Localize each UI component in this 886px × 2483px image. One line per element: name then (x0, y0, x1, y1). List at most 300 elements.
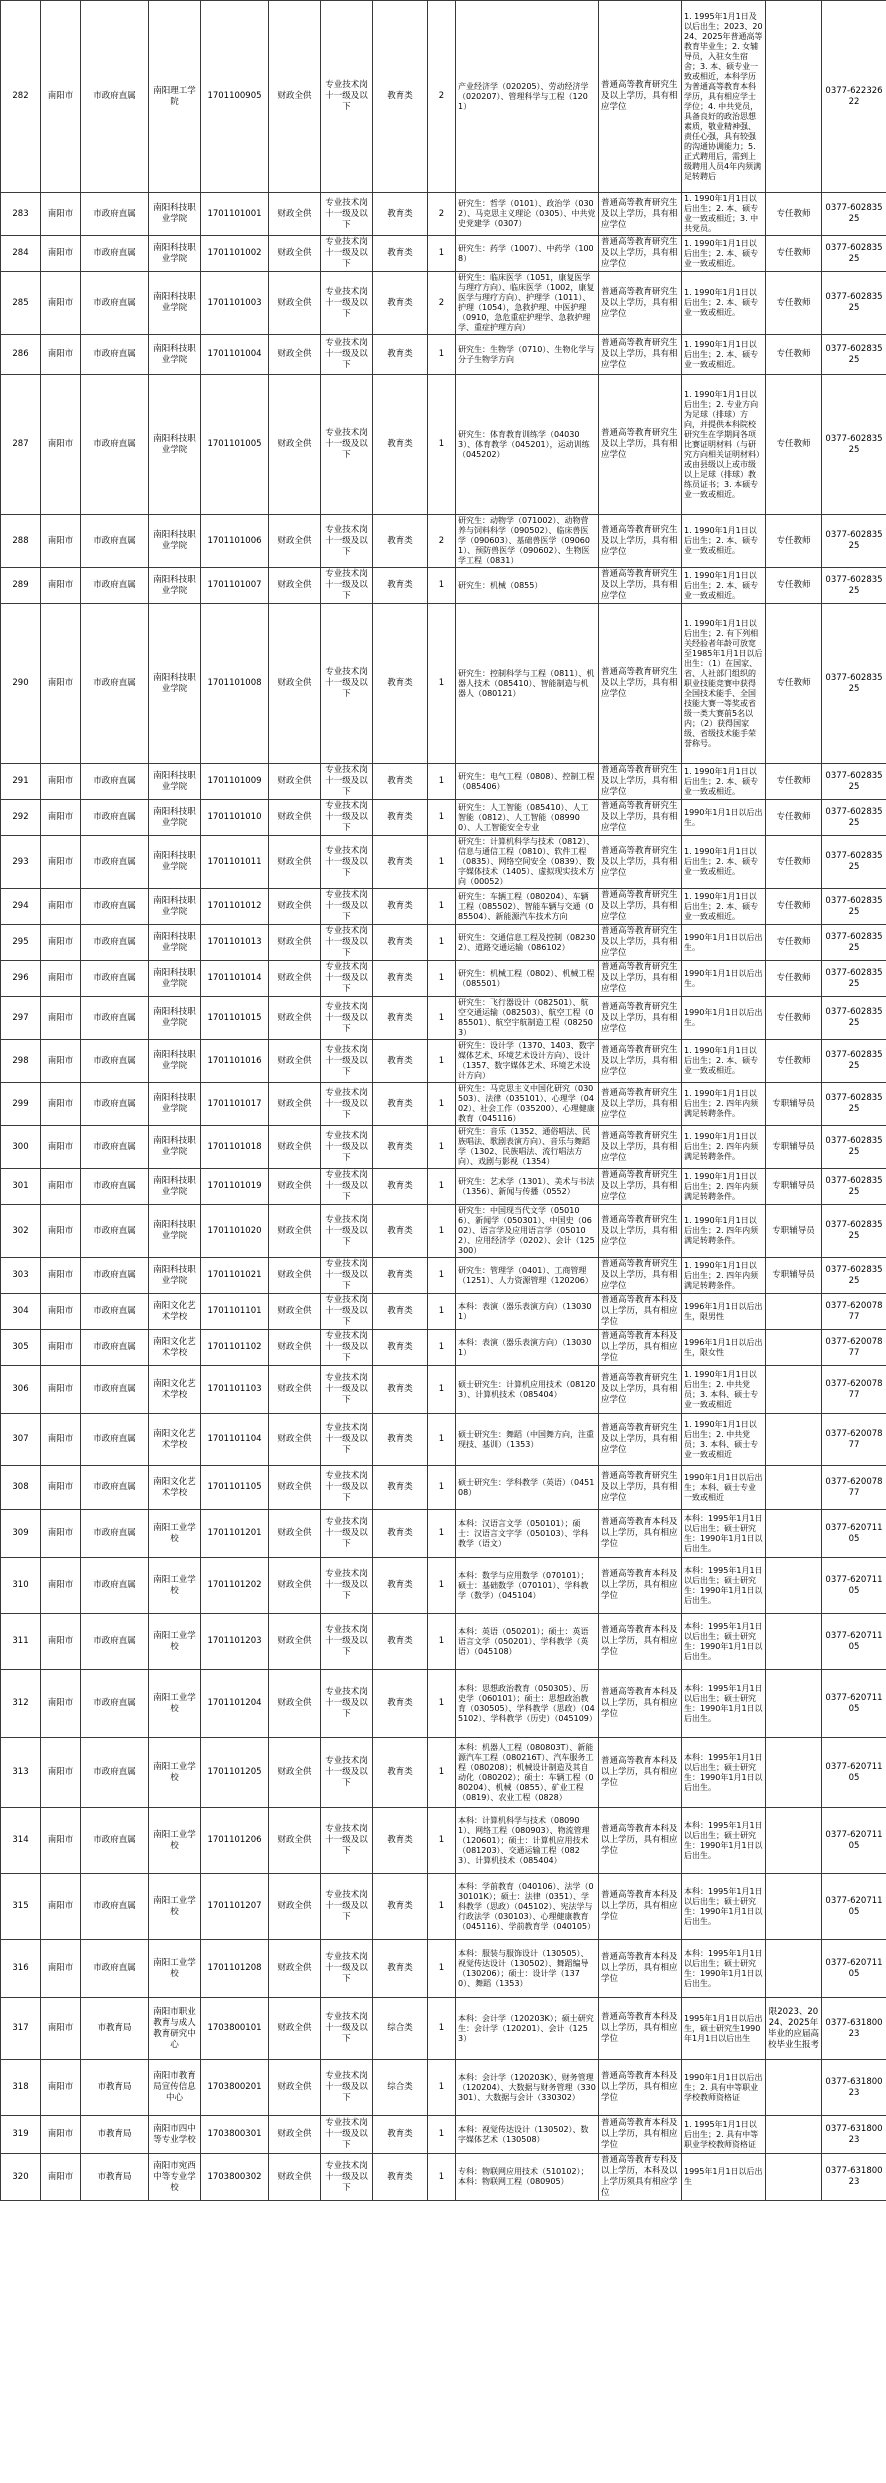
cell-unit: 南阳工业学校 (149, 1510, 201, 1558)
cell-phone: 0377-60283525 (822, 335, 886, 375)
cell-major: 本科：汉语言文学（050101）；硕士：汉语言文字学（050103）、学科教学（语文） (456, 1510, 599, 1558)
cell-phone: 0377-62071105 (822, 1670, 886, 1738)
cell-remark: 专任教师 (766, 375, 822, 515)
cell-phone: 0377-60283525 (822, 375, 886, 515)
cell-unit: 南阳科技职业学院 (149, 568, 201, 604)
cell-phone: 0377-60283525 (822, 961, 886, 997)
cell-headcount: 2 (428, 193, 456, 236)
cell-category: 教育类 (373, 1169, 428, 1205)
cell-post-code: 1701101007 (201, 568, 269, 604)
cell-other-requirements: 1. 1990年1月1日以后出生；2. 四年内须满足转聘条件。 (682, 1126, 766, 1169)
cell-department: 市政府直属 (81, 1294, 149, 1330)
cell-category: 教育类 (373, 961, 428, 997)
cell-major: 研究生：飞行器设计（082501）、航空交通运输（082503）、航空工程（085501）、航空宇航制造工程（082503） (456, 997, 599, 1040)
cell-unit: 南阳工业学校 (149, 1808, 201, 1874)
cell-post-level: 专业技术岗十一级及以下 (321, 1, 373, 193)
cell-major: 本科：表演（器乐表演方向）（130301） (456, 1294, 599, 1330)
cell-phone: 0377-63180023 (822, 2116, 886, 2154)
cell-funding: 财政全供 (269, 1083, 321, 1126)
cell-other-requirements: 1996年1月1日以后出生，限女性 (682, 1330, 766, 1366)
cell-post-code: 1701101101 (201, 1294, 269, 1330)
cell-headcount: 1 (428, 1366, 456, 1414)
cell-headcount: 1 (428, 889, 456, 925)
cell-city: 南阳市 (41, 193, 81, 236)
cell-remark: 专任教师 (766, 925, 822, 961)
cell-unit: 南阳科技职业学院 (149, 800, 201, 836)
cell-row-number: 282 (1, 1, 41, 193)
cell-post-level: 专业技术岗十一级及以下 (321, 1998, 373, 2060)
cell-city: 南阳市 (41, 1169, 81, 1205)
cell-department: 市政府直属 (81, 889, 149, 925)
cell-department: 市政府直属 (81, 1330, 149, 1366)
cell-major: 研究生：艺术学（1301）、美术与书法（1356）、新闻与传播（0552） (456, 1169, 599, 1205)
cell-post-level: 专业技术岗十一级及以下 (321, 1510, 373, 1558)
cell-row-number: 307 (1, 1414, 41, 1466)
cell-remark (766, 2116, 822, 2154)
cell-department: 市政府直属 (81, 1510, 149, 1558)
cell-unit: 南阳科技职业学院 (149, 375, 201, 515)
cell-phone: 0377-62007877 (822, 1294, 886, 1330)
cell-unit: 南阳文化艺术学校 (149, 1466, 201, 1510)
table-row (1, 997, 886, 1040)
cell-education: 普通高等教育研究生及以上学历，具有相应学位 (599, 515, 682, 568)
cell-department: 市政府直属 (81, 1558, 149, 1614)
table-row (1, 1670, 886, 1738)
cell-category: 教育类 (373, 1466, 428, 1510)
cell-major: 研究生：音乐（1352、通俗唱法、民族唱法、歌剧表演方向）、音乐与舞蹈学（1302、民族唱法、流行唱法方向）、戏剧与影视（1354） (456, 1126, 599, 1169)
cell-row-number: 291 (1, 764, 41, 800)
cell-other-requirements: 1990年1月1日以后出生。 (682, 925, 766, 961)
cell-major: 硕士研究生：学科教学（英语）（045108） (456, 1466, 599, 1510)
cell-post-level: 专业技术岗十一级及以下 (321, 1040, 373, 1083)
cell-department: 市政府直属 (81, 1, 149, 193)
cell-education: 普通高等教育研究生及以上学历，具有相应学位 (599, 236, 682, 272)
cell-post-level: 专业技术岗十一级及以下 (321, 1670, 373, 1738)
cell-post-level: 专业技术岗十一级及以下 (321, 1330, 373, 1366)
cell-post-code: 1701101102 (201, 1330, 269, 1366)
cell-phone: 0377-60283525 (822, 764, 886, 800)
cell-other-requirements: 1. 1990年1月1日以后出生；2. 本、硕专业一致或相近。 (682, 836, 766, 889)
cell-unit: 南阳科技职业学院 (149, 1205, 201, 1258)
cell-remark: 专职辅导员 (766, 1258, 822, 1294)
cell-department: 市政府直属 (81, 1258, 149, 1294)
cell-post-code: 1701101019 (201, 1169, 269, 1205)
cell-row-number: 294 (1, 889, 41, 925)
cell-headcount: 1 (428, 1294, 456, 1330)
cell-education: 普通高等教育本科及以上学历，具有相应学位 (599, 2060, 682, 2116)
cell-other-requirements: 本科：1995年1月1日以后出生；硕士研究生：1990年1月1日以后出生。 (682, 1558, 766, 1614)
cell-headcount: 1 (428, 1466, 456, 1510)
cell-remark (766, 1670, 822, 1738)
cell-major: 硕士研究生：计算机应用技术（081203）、计算机技术（085404） (456, 1366, 599, 1414)
cell-other-requirements: 本科：1995年1月1日以后出生；硕士研究生：1990年1月1日以后出生。 (682, 1738, 766, 1808)
cell-department: 市教育局 (81, 2154, 149, 2201)
table-row (1, 604, 886, 764)
cell-funding: 财政全供 (269, 1414, 321, 1466)
cell-major: 研究生：管理学（0401）、工商管理（1251）、人力资源管理（120206） (456, 1258, 599, 1294)
table-row (1, 1083, 886, 1126)
cell-unit: 南阳文化艺术学校 (149, 1414, 201, 1466)
cell-headcount: 1 (428, 1510, 456, 1558)
cell-phone: 0377-60283525 (822, 889, 886, 925)
table-row (1, 1169, 886, 1205)
cell-major: 研究生：机械（0855） (456, 568, 599, 604)
cell-other-requirements: 1. 1990年1月1日以后出生；2. 四年内须满足转聘条件。 (682, 1205, 766, 1258)
cell-major: 研究生：计算机科学与技术（0812）、信息与通信工程（0810）、软件工程（0835）、网络空间安全（0839）、数字媒体技术（1405）、虚拟现实技术方向（00052） (456, 836, 599, 889)
cell-post-level: 专业技术岗十一级及以下 (321, 1083, 373, 1126)
cell-department: 市政府直属 (81, 193, 149, 236)
cell-post-code: 1701101208 (201, 1940, 269, 1998)
cell-unit: 南阳科技职业学院 (149, 1040, 201, 1083)
cell-major: 本科：学前教育（040106）、法学（030101K）；硕士：法律（0351）、学科教学（思政）（045102）、宪法学与行政法学（030103）、心理健康教育（045116）、学前教育学（040105） (456, 1874, 599, 1940)
cell-remark (766, 1466, 822, 1510)
cell-row-number: 306 (1, 1366, 41, 1414)
cell-major: 本科：机器人工程（080803T）、新能源汽车工程（080216T）、汽车服务工程（080208）；机械设计制造及其自动化（080202）；硕士：车辆工程（080204）、机械（0855）、矿业工程（0819）、农业工程（0828） (456, 1738, 599, 1808)
cell-education: 普通高等教育研究生及以上学历，具有相应学位 (599, 1414, 682, 1466)
cell-phone: 0377-62071105 (822, 1558, 886, 1614)
cell-headcount: 1 (428, 1670, 456, 1738)
cell-headcount: 2 (428, 1, 456, 193)
cell-other-requirements: 1. 1990年1月1日以后出生；2. 本、硕专业一致或相近。 (682, 1040, 766, 1083)
cell-post-level: 专业技术岗十一级及以下 (321, 1258, 373, 1294)
cell-other-requirements: 1. 1990年1月1日以后出生；2. 中共党员；3. 本科、硕士专业一致或相近 (682, 1366, 766, 1414)
cell-phone: 0377-63180023 (822, 2154, 886, 2201)
cell-department: 市政府直属 (81, 236, 149, 272)
cell-remark: 专职辅导员 (766, 1205, 822, 1258)
cell-headcount: 1 (428, 836, 456, 889)
cell-headcount: 1 (428, 1169, 456, 1205)
cell-unit: 南阳市宛西中等专业学校 (149, 2154, 201, 2201)
table-row (1, 1414, 886, 1466)
cell-headcount: 1 (428, 1998, 456, 2060)
cell-post-level: 专业技术岗十一级及以下 (321, 1738, 373, 1808)
cell-category: 教育类 (373, 925, 428, 961)
cell-row-number: 317 (1, 1998, 41, 2060)
cell-funding: 财政全供 (269, 568, 321, 604)
cell-phone: 0377-60283525 (822, 515, 886, 568)
cell-post-level: 专业技术岗十一级及以下 (321, 1169, 373, 1205)
cell-remark: 专任教师 (766, 604, 822, 764)
cell-funding: 财政全供 (269, 1940, 321, 1998)
cell-unit: 南阳科技职业学院 (149, 764, 201, 800)
cell-funding: 财政全供 (269, 1040, 321, 1083)
cell-other-requirements: 1. 1990年1月1日以后出生；2. 本、硕专业一致或相近。 (682, 515, 766, 568)
cell-post-code: 1701101015 (201, 997, 269, 1040)
cell-funding: 财政全供 (269, 272, 321, 335)
cell-major: 本科：思想政治教育（050305）、历史学（060101）；硕士：思想政治教育（030505）、学科教学（思政）（045102）、学科教学（历史）（045109） (456, 1670, 599, 1738)
cell-department: 市政府直属 (81, 764, 149, 800)
cell-city: 南阳市 (41, 1738, 81, 1808)
cell-department: 市政府直属 (81, 961, 149, 997)
cell-city: 南阳市 (41, 1614, 81, 1670)
cell-remark: 专任教师 (766, 889, 822, 925)
table-row (1, 335, 886, 375)
cell-other-requirements: 1. 1990年1月1日以后出生；2. 本、硕专业一致或相近。 (682, 568, 766, 604)
cell-city: 南阳市 (41, 1083, 81, 1126)
cell-city: 南阳市 (41, 1466, 81, 1510)
cell-department: 市政府直属 (81, 1940, 149, 1998)
cell-category: 教育类 (373, 1294, 428, 1330)
table-row (1, 236, 886, 272)
cell-phone: 0377-62007877 (822, 1366, 886, 1414)
cell-major: 产业经济学（020205）、劳动经济学（020207）、管理科学与工程（1201） (456, 1, 599, 193)
cell-unit: 南阳科技职业学院 (149, 236, 201, 272)
cell-phone: 0377-60283525 (822, 236, 886, 272)
cell-funding: 财政全供 (269, 2154, 321, 2201)
cell-funding: 财政全供 (269, 1998, 321, 2060)
cell-other-requirements: 1. 1990年1月1日以后出生；2. 专业方向为足球（排球）方向，并提供本科院校研究生在学期间各项比赛证明材料（与研究方向相关证明材料）或由县级以上或市级以上足球（排球）教练员证书；3. 本硕专业一致或相近。 (682, 375, 766, 515)
cell-headcount: 1 (428, 236, 456, 272)
cell-city: 南阳市 (41, 1940, 81, 1998)
cell-row-number: 318 (1, 2060, 41, 2116)
cell-remark (766, 1, 822, 193)
cell-row-number: 289 (1, 568, 41, 604)
cell-headcount: 1 (428, 1874, 456, 1940)
cell-unit: 南阳市教育局宣传信息中心 (149, 2060, 201, 2116)
table-row (1, 1040, 886, 1083)
cell-row-number: 302 (1, 1205, 41, 1258)
cell-category: 教育类 (373, 1940, 428, 1998)
cell-department: 市政府直属 (81, 1808, 149, 1874)
table-row (1, 2060, 886, 2116)
cell-category: 教育类 (373, 193, 428, 236)
cell-major: 本科：会计学（120203K）、财务管理（120204）、大数据与财务管理（330301）、大数据与会计（330302） (456, 2060, 599, 2116)
cell-city: 南阳市 (41, 568, 81, 604)
cell-city: 南阳市 (41, 1558, 81, 1614)
table-row (1, 1126, 886, 1169)
cell-row-number: 298 (1, 1040, 41, 1083)
table-row (1, 1614, 886, 1670)
cell-category: 教育类 (373, 515, 428, 568)
cell-city: 南阳市 (41, 2154, 81, 2201)
cell-post-code: 1701101010 (201, 800, 269, 836)
cell-headcount: 1 (428, 1558, 456, 1614)
cell-headcount: 1 (428, 1808, 456, 1874)
cell-remark (766, 2060, 822, 2116)
cell-city: 南阳市 (41, 1874, 81, 1940)
cell-remark: 专任教师 (766, 515, 822, 568)
cell-unit: 南阳工业学校 (149, 1874, 201, 1940)
cell-major: 研究生：控制科学与工程（0811）、机器人技术（085410）、智能制造与机器人（080121） (456, 604, 599, 764)
cell-post-level: 专业技术岗十一级及以下 (321, 889, 373, 925)
cell-phone: 0377-60283525 (822, 925, 886, 961)
cell-category: 教育类 (373, 1414, 428, 1466)
cell-category: 教育类 (373, 375, 428, 515)
cell-headcount: 2 (428, 515, 456, 568)
cell-major: 本科：计算机科学与技术（080901）、网络工程（080903）、物流管理（120601）；硕士：计算机应用技术（081203）、交通运输工程（0823）、计算机技术（085404） (456, 1808, 599, 1874)
cell-department: 市政府直属 (81, 1205, 149, 1258)
table-row (1, 272, 886, 335)
cell-post-code: 1701101004 (201, 335, 269, 375)
cell-other-requirements: 1. 1990年1月1日以后出生；2. 中共党员；3. 本科、硕士专业一致或相近 (682, 1414, 766, 1466)
cell-city: 南阳市 (41, 1330, 81, 1366)
cell-city: 南阳市 (41, 764, 81, 800)
cell-other-requirements: 1995年1月1日以后出生 (682, 2154, 766, 2201)
cell-row-number: 300 (1, 1126, 41, 1169)
table-row (1, 375, 886, 515)
cell-post-level: 专业技术岗十一级及以下 (321, 1414, 373, 1466)
cell-post-code: 1701101003 (201, 272, 269, 335)
table-row (1, 1466, 886, 1510)
cell-post-code: 1701101021 (201, 1258, 269, 1294)
cell-post-code: 1703800301 (201, 2116, 269, 2154)
cell-remark: 专任教师 (766, 193, 822, 236)
cell-remark: 专职辅导员 (766, 1126, 822, 1169)
cell-other-requirements: 1. 1990年1月1日以后出生；2. 本、硕专业一致或相近。 (682, 236, 766, 272)
cell-post-code: 1701101002 (201, 236, 269, 272)
cell-major: 研究生：哲学（0101）、政治学（0302）、马克思主义理论（0305）、中共党史党建学（0307） (456, 193, 599, 236)
cell-city: 南阳市 (41, 889, 81, 925)
cell-post-code: 1703800201 (201, 2060, 269, 2116)
cell-city: 南阳市 (41, 1510, 81, 1558)
cell-city: 南阳市 (41, 1, 81, 193)
cell-phone: 0377-60283525 (822, 1258, 886, 1294)
cell-funding: 财政全供 (269, 1466, 321, 1510)
cell-post-level: 专业技术岗十一级及以下 (321, 1466, 373, 1510)
cell-category: 教育类 (373, 800, 428, 836)
cell-major: 研究生：体育教育训练学（040303）、体育教学（045201），运动训练（045202） (456, 375, 599, 515)
cell-phone: 0377-60283525 (822, 604, 886, 764)
cell-post-level: 专业技术岗十一级及以下 (321, 925, 373, 961)
cell-category: 教育类 (373, 1258, 428, 1294)
cell-education: 普通高等教育研究生及以上学历，具有相应学位 (599, 925, 682, 961)
cell-unit: 南阳科技职业学院 (149, 272, 201, 335)
cell-post-level: 专业技术岗十一级及以下 (321, 568, 373, 604)
cell-phone: 0377-60283525 (822, 568, 886, 604)
cell-other-requirements: 本科：1995年1月1日以后出生；硕士研究生：1990年1月1日以后出生。 (682, 1940, 766, 1998)
cell-major: 本科：英语（050201）；硕士：英语语言文学（050201）、学科教学（英语）（045108） (456, 1614, 599, 1670)
cell-other-requirements: 1. 1990年1月1日以后出生；2. 本、硕专业一致或相近。 (682, 889, 766, 925)
cell-post-code: 1701101206 (201, 1808, 269, 1874)
cell-funding: 财政全供 (269, 961, 321, 997)
cell-funding: 财政全供 (269, 2116, 321, 2154)
cell-education: 普通高等教育研究生及以上学历，具有相应学位 (599, 1, 682, 193)
table-row (1, 1510, 886, 1558)
cell-row-number: 310 (1, 1558, 41, 1614)
cell-department: 市政府直属 (81, 997, 149, 1040)
cell-education: 普通高等教育研究生及以上学历，具有相应学位 (599, 997, 682, 1040)
cell-education: 普通高等教育研究生及以上学历，具有相应学位 (599, 1126, 682, 1169)
cell-headcount: 1 (428, 1126, 456, 1169)
cell-other-requirements: 本科：1995年1月1日以后出生；硕士研究生：1990年1月1日以后出生。 (682, 1510, 766, 1558)
cell-department: 市政府直属 (81, 1874, 149, 1940)
cell-unit: 南阳工业学校 (149, 1940, 201, 1998)
cell-other-requirements: 本科：1995年1月1日以后出生；硕士研究生：1990年1月1日以后出生。 (682, 1670, 766, 1738)
cell-headcount: 1 (428, 764, 456, 800)
cell-category: 教育类 (373, 1670, 428, 1738)
cell-department: 市政府直属 (81, 1040, 149, 1083)
cell-other-requirements: 1. 1990年1月1日以后出生；2. 本、硕专业一致或相近。 (682, 335, 766, 375)
cell-other-requirements: 1. 1990年1月1日以后出生；2. 四年内须满足转聘条件。 (682, 1169, 766, 1205)
cell-category: 教育类 (373, 335, 428, 375)
cell-post-level: 专业技术岗十一级及以下 (321, 1940, 373, 1998)
cell-remark: 专任教师 (766, 836, 822, 889)
cell-unit: 南阳文化艺术学校 (149, 1366, 201, 1414)
cell-phone: 0377-60283525 (822, 193, 886, 236)
cell-major: 研究生：药学（1007）、中药学（1008） (456, 236, 599, 272)
cell-major: 研究生：交通信息工程及控制（082302）、道路交通运输（086102） (456, 925, 599, 961)
cell-row-number: 304 (1, 1294, 41, 1330)
cell-unit: 南阳市职业教育与成人教育研究中心 (149, 1998, 201, 2060)
cell-post-level: 专业技术岗十一级及以下 (321, 764, 373, 800)
cell-funding: 财政全供 (269, 764, 321, 800)
cell-department: 市政府直属 (81, 836, 149, 889)
cell-category: 教育类 (373, 1083, 428, 1126)
cell-major: 研究生：设计学（1370、1403、数字媒体艺术、环境艺术设计方向）、设计（1357、数字媒体艺术、环境艺术设计方向） (456, 1040, 599, 1083)
cell-major: 研究生：马克思主义中国化研究（030503）、法律（035101）、心理学（0402）、社会工作（035200）、心理健康教育（045116） (456, 1083, 599, 1126)
table-row (1, 1258, 886, 1294)
cell-post-level: 专业技术岗十一级及以下 (321, 1126, 373, 1169)
cell-other-requirements: 1. 1995年1月1日及以后出生；2023、2024、2025年普通高等教育毕业生；2. 女辅导员，入驻女生宿舍；3. 本、硕专业一致或相近，本科学历为普通高等教育本科学历，具有相应学士学位；4. 中共党员，具备良好的政治思想素质，敬业精神强、责任心强，具有较强的沟通协调能力；5. 正式聘用后，需到上级聘用人员4年内须满足转聘后 (682, 1, 766, 193)
cell-post-level: 专业技术岗十一级及以下 (321, 2060, 373, 2116)
cell-other-requirements: 1995年1月1日以后出生，硕士研究生1990年1月1日以后出生 (682, 1998, 766, 2060)
cell-headcount: 1 (428, 375, 456, 515)
cell-category: 教育类 (373, 1126, 428, 1169)
cell-phone: 0377-62071105 (822, 1614, 886, 1670)
cell-post-level: 专业技术岗十一级及以下 (321, 961, 373, 997)
cell-row-number: 297 (1, 997, 41, 1040)
cell-education: 普通高等教育本科及以上学历，具有相应学位 (599, 1614, 682, 1670)
cell-education: 普通高等教育本科及以上学历，具有相应学位 (599, 1510, 682, 1558)
cell-education: 普通高等教育研究生及以上学历，具有相应学位 (599, 1258, 682, 1294)
cell-row-number: 319 (1, 2116, 41, 2154)
cell-funding: 财政全供 (269, 1169, 321, 1205)
cell-unit: 南阳科技职业学院 (149, 961, 201, 997)
cell-city: 南阳市 (41, 236, 81, 272)
cell-category: 教育类 (373, 1, 428, 193)
cell-department: 市政府直属 (81, 335, 149, 375)
cell-remark: 专任教师 (766, 997, 822, 1040)
cell-department: 市政府直属 (81, 1169, 149, 1205)
cell-major: 研究生：人工智能（085410）、人工智能（0812）、人工智能（089900）、人工智能安全专业 (456, 800, 599, 836)
cell-unit: 南阳科技职业学院 (149, 997, 201, 1040)
cell-funding: 财政全供 (269, 1614, 321, 1670)
cell-funding: 财政全供 (269, 193, 321, 236)
cell-education: 普通高等教育研究生及以上学历，具有相应学位 (599, 764, 682, 800)
cell-row-number: 305 (1, 1330, 41, 1366)
cell-headcount: 1 (428, 1330, 456, 1366)
cell-unit: 南阳科技职业学院 (149, 1258, 201, 1294)
table-row (1, 1366, 886, 1414)
cell-unit: 南阳理工学院 (149, 1, 201, 193)
cell-unit: 南阳科技职业学院 (149, 889, 201, 925)
table-row (1, 800, 886, 836)
cell-remark (766, 1510, 822, 1558)
cell-post-code: 1701101018 (201, 1126, 269, 1169)
cell-funding: 财政全供 (269, 800, 321, 836)
cell-headcount: 1 (428, 1040, 456, 1083)
cell-funding: 财政全供 (269, 604, 321, 764)
cell-education: 普通高等教育研究生及以上学历，具有相应学位 (599, 375, 682, 515)
table-row (1, 568, 886, 604)
cell-phone: 0377-62071105 (822, 1510, 886, 1558)
cell-education: 普通高等教育研究生及以上学历，具有相应学位 (599, 1040, 682, 1083)
cell-department: 市政府直属 (81, 1738, 149, 1808)
cell-education: 普通高等教育本科及以上学历，具有相应学位 (599, 2116, 682, 2154)
table-row (1, 1558, 886, 1614)
cell-row-number: 295 (1, 925, 41, 961)
cell-phone: 0377-62071105 (822, 1738, 886, 1808)
cell-unit: 南阳科技职业学院 (149, 836, 201, 889)
cell-remark (766, 1940, 822, 1998)
cell-city: 南阳市 (41, 1258, 81, 1294)
cell-city: 南阳市 (41, 375, 81, 515)
cell-funding: 财政全供 (269, 997, 321, 1040)
cell-category: 教育类 (373, 1874, 428, 1940)
cell-funding: 财政全供 (269, 1294, 321, 1330)
cell-headcount: 1 (428, 2060, 456, 2116)
cell-post-code: 1701100905 (201, 1, 269, 193)
